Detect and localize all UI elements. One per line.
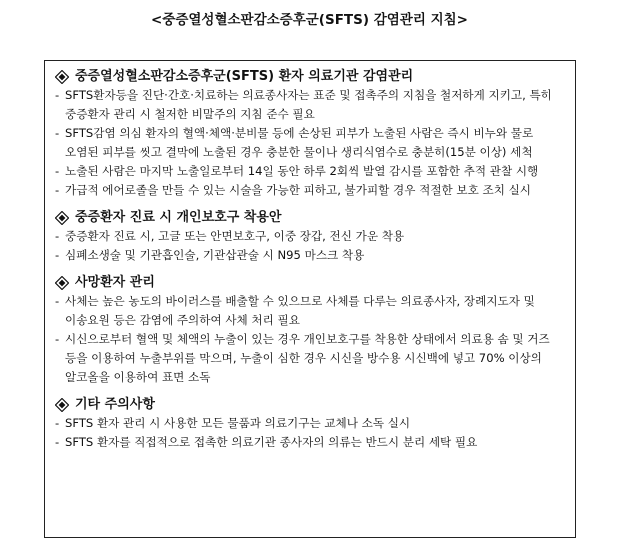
list-item — [55, 330, 565, 387]
section-heading — [55, 273, 565, 292]
section-heading-text: 중증환자 진료 시 개인보호구 착용안 — [75, 210, 282, 225]
list-item-text: 심폐소생술 및 기관흡인술, 기관삽관술 시 N95 마스크 착용 — [65, 248, 365, 262]
section-heading-text: 사망환자 관리 — [75, 275, 155, 290]
bullet-dash: - — [55, 416, 60, 430]
list-item — [55, 124, 565, 162]
diamond-icon — [55, 211, 69, 225]
section-heading — [55, 395, 565, 414]
section-heading-text: 기타 주의사항 — [75, 397, 155, 412]
section-2 — [55, 208, 565, 265]
section-4 — [55, 395, 565, 452]
list-item — [55, 86, 565, 124]
bullet-dash: - — [55, 164, 60, 178]
list-item — [55, 162, 565, 181]
diamond-icon — [55, 276, 69, 290]
bullet-dash: - — [55, 88, 60, 102]
section-heading-text: 중증열성혈소판감소증후군(SFTS) 환자 의료기관 감염관리 — [75, 69, 414, 84]
bullet-dash: - — [55, 229, 60, 243]
list-item — [55, 292, 565, 330]
list-item — [55, 181, 565, 200]
list-item-text: SFTS감염 의심 환자의 혈액·체액·분비물 등에 손상된 피부가 노출된 사람은 즉시 비누와 물로 오염된 피부를 씻고 결막에 노출된 경우 충분한 물이나 생리식염수로 충분히(15분 이상) 세척 — [65, 126, 534, 159]
section-1 — [55, 67, 565, 200]
section-heading — [55, 208, 565, 227]
bullet-dash: - — [55, 183, 60, 197]
section-heading — [55, 67, 565, 86]
bullet-dash: - — [55, 294, 60, 308]
list-item-text: SFTS 환자를 직접적으로 접촉한 의료기관 종사자의 의류는 반드시 분리 세탁 필요 — [65, 435, 478, 449]
bullet-dash: - — [55, 435, 60, 449]
bullet-dash: - — [55, 126, 60, 140]
list-item — [55, 433, 565, 452]
list-item-text: 노출된 사람은 마지막 노출일로부터 14일 동안 하루 2회씩 발열 감시를 포함한 추적 관찰 시행 — [65, 164, 539, 178]
list-item-text: 사체는 높은 농도의 바이러스를 배출할 수 있으므로 사체를 다루는 의료종사자, 장례지도자 및 이송요원 등은 감염에 주의하여 사체 처리 필요 — [65, 294, 535, 327]
list-item-text: SFTS환자등을 진단·간호·치료하는 의료종사자는 표준 및 접촉주의 지침을 철저하게 지키고, 특히 중증환자 관리 시 철저한 비말주의 지침 준수 필요 — [65, 88, 552, 121]
list-item — [55, 414, 565, 433]
page-title: <중증열성혈소판감소증후군(SFTS) 감염관리 지침> — [151, 12, 468, 28]
diamond-icon — [55, 70, 69, 84]
section-3 — [55, 273, 565, 387]
diamond-icon — [55, 398, 69, 412]
list-item-text: SFTS 환자 관리 시 사용한 모든 물품과 의료기구는 교체나 소독 실시 — [65, 416, 411, 430]
list-item-text: 가급적 에어로졸을 만들 수 있는 시술을 가능한 피하고, 불가피할 경우 적절한 보호 조치 실시 — [65, 183, 531, 197]
list-item — [55, 227, 565, 246]
bullet-dash: - — [55, 332, 60, 346]
list-item-text: 시신으로부터 혈액 및 체액의 누출이 있는 경우 개인보호구를 착용한 상태에서 의료용 솜 및 거즈 등을 이용하여 누출부위를 막으며, 누출이 심한 경우 시신을 방수용 시신백에 넣고 70% 이상의 알코올을 이용하여 표면 소독 — [65, 332, 550, 384]
bullet-dash: - — [55, 248, 60, 262]
list-item-text: 중증환자 진료 시, 고글 또는 안면보호구, 이중 장갑, 전신 가운 착용 — [65, 229, 405, 243]
guideline-box — [44, 60, 576, 538]
list-item — [55, 246, 565, 265]
